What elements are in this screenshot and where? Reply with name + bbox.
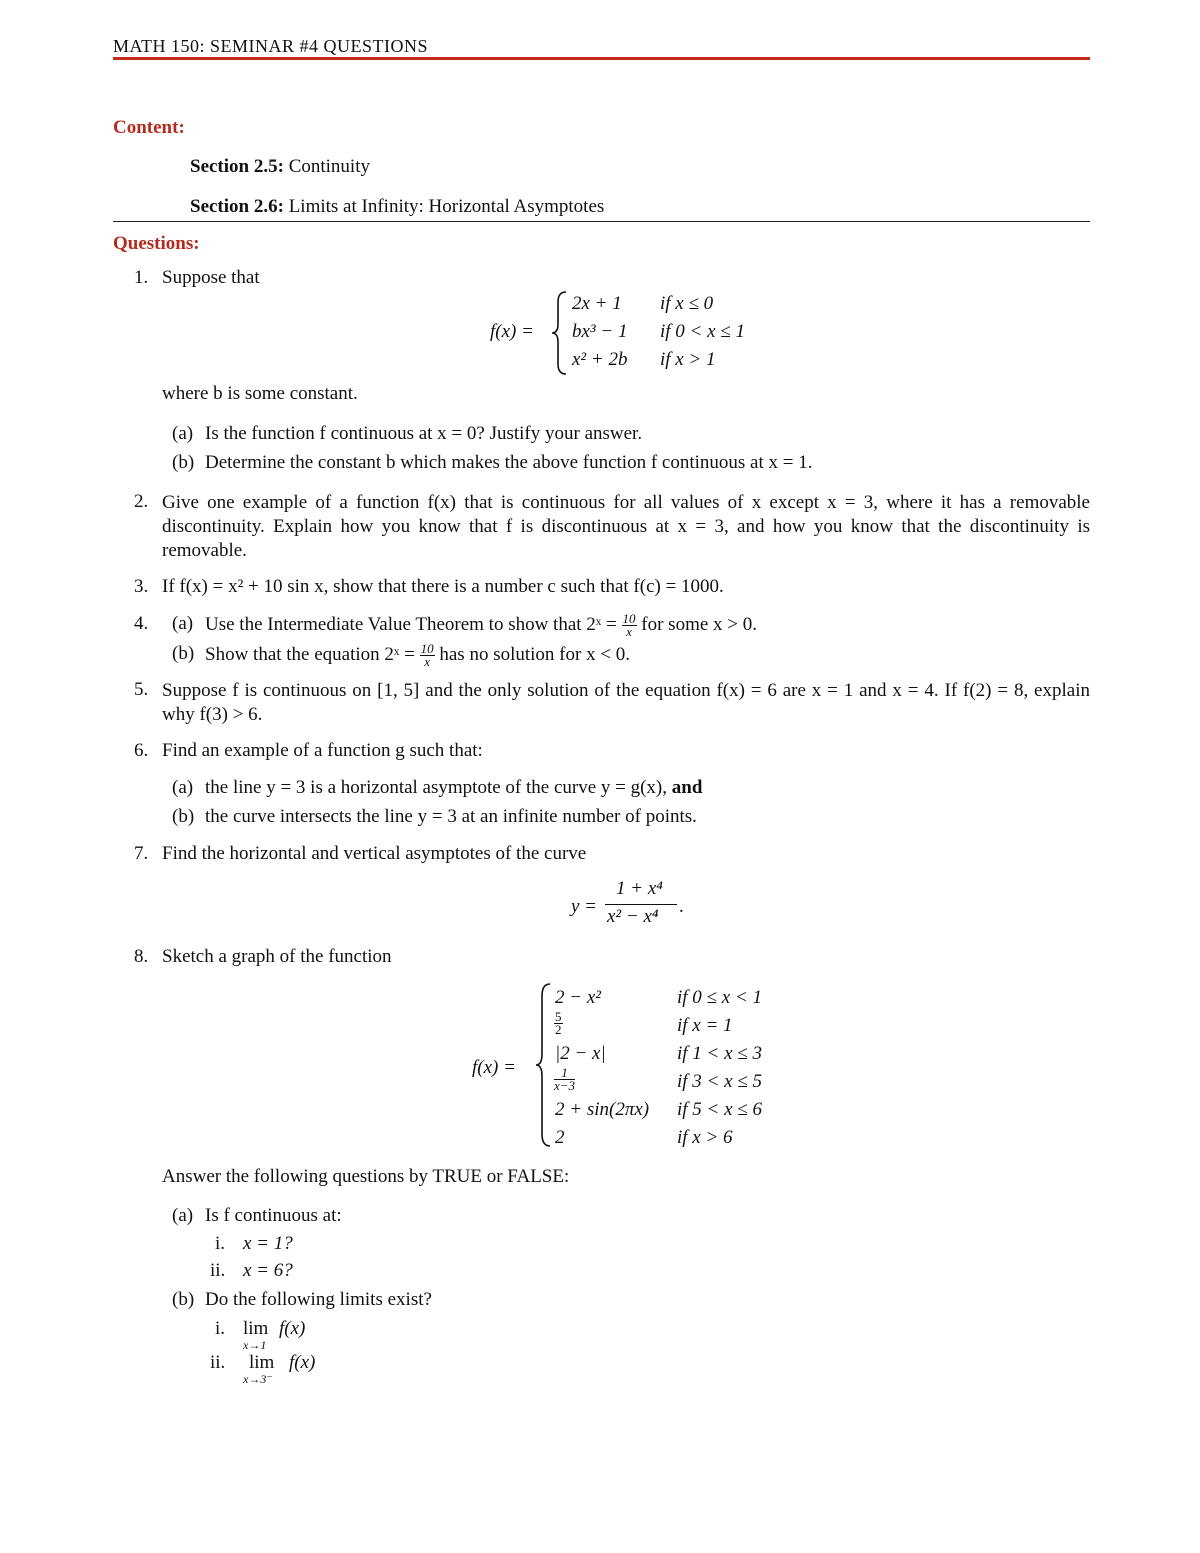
q3-text: If f(x) = x² + 10 sin x, show that there is a number c such that f(c) = 1000. [162,576,724,597]
q4b-fraction [420,643,435,668]
q8-intro: Sketch a graph of the function [162,946,392,967]
q1-case-cond: if x ≤ 0 [660,293,714,314]
frac-num: 1 [554,1067,575,1080]
q8-case-cond: if 1 < x ≤ 3 [677,1043,762,1064]
q8b-label: (b) [172,1289,195,1310]
q8-case-expr: 2 [555,1127,565,1148]
q8-case-expr [554,1067,575,1092]
section-line-1 [190,156,370,178]
q6a-text: the line y = 3 is a horizontal asymptote of the curve y = g(x), [205,777,668,798]
q8a-ii-text: x = 6? [243,1260,293,1281]
q8b-ii-text: f(x) [289,1352,316,1373]
q3-number: 3. [134,576,149,597]
q8a-i-label: i. [215,1233,226,1254]
q1-brace [550,290,570,376]
q8-case-cond: if x > 6 [677,1127,733,1148]
frac-den: 2 [555,1022,562,1037]
q6-intro: Find an example of a function g such that: [162,740,483,761]
section-label: Section 2.6: [190,196,284,217]
q8b-i-text: f(x) [279,1318,306,1339]
q7-denominator: x² − x⁴ [607,906,659,927]
content-rule [113,221,1090,222]
q8-number: 8. [134,946,149,967]
q4-number: 4. [134,613,149,634]
q4b-line [205,643,630,668]
header-rule [113,57,1090,60]
q1-number: 1. [134,267,149,288]
q8b-text: Do the following limits exist? [205,1289,432,1310]
q2-text: Give one example of a function f(x) that is continuous for all values of x except x = 3, where it has a removable discontinuity. Explain how you know that f is discontinuous at x = 3, and how you know that the discontinuity is removable. [162,492,1090,561]
q8a-label: (a) [172,1205,194,1226]
q1-case-expr: 2x + 1 [572,293,622,314]
q1a-label: (a) [172,423,194,444]
q1b-text: Determine the constant b which makes the above function f continuous at x = 1. [205,452,813,473]
q6b-text: the curve intersects the line y = 3 at an infinite number of points. [205,806,697,827]
frac-den: x−3 [554,1078,576,1093]
section-line-2 [190,196,604,218]
frac-den: x [424,654,431,669]
q8b-ii-sub: x→3⁻ [243,1372,273,1386]
q8-lhs: f(x) = [472,1057,516,1078]
q4a-pre: Use the Intermediate Value Theorem to show that 2ˣ = [205,613,617,635]
q6a-label: (a) [172,777,194,798]
q8-tf-instruction: Answer the following questions by TRUE or FALSE: [162,1166,570,1187]
q8-case-expr: 2 − x² [555,987,601,1008]
q6a-and: and [671,777,703,798]
q5-text: Suppose f is continuous on [1, 5] and the only solution of the equation f(x) = 6 are x = 1 and x = 4. If f(2) = 8, explain why f(3) > 6. [162,680,1090,725]
q4a-fraction [622,613,637,638]
q8-case-expr: 2 + sin(2πx) [555,1099,650,1120]
q1-after: where b is some constant. [162,383,358,404]
q4b-pre: Show that the equation 2ˣ = [205,643,415,665]
q8-brace [534,982,554,1148]
q4a-line [205,613,757,638]
q4b-label: (b) [172,643,195,664]
section-text: Continuity [288,156,370,177]
q7-period: . [679,896,684,917]
q6b-label: (b) [172,806,195,827]
q7-number: 7. [134,843,149,864]
frac-den: x [626,624,632,639]
frac-num: 5 [555,1009,562,1024]
questions-heading: Questions: [113,233,200,254]
q6a-line [205,777,702,799]
frac-num: 10 [622,611,636,626]
q8-case-expr: |2 − x| [555,1043,606,1064]
frac-num: 10 [420,641,434,656]
q8b-ii-lim: lim [249,1352,275,1373]
q1-case-expr: bx³ − 1 [572,321,628,342]
q8-case-expr [554,1011,563,1036]
q8-case-cond: if x = 1 [677,1015,733,1036]
q8-case-cond: if 3 < x ≤ 5 [677,1071,762,1092]
q4b-post: has no solution for x < 0. [439,643,631,665]
q8a-i-text: x = 1? [243,1233,293,1254]
page-title: MATH 150: SEMINAR #4 QUESTIONS [113,36,429,56]
q5-number: 5. [134,679,149,700]
q4a-post: for some x > 0. [641,613,757,635]
q6-number: 6. [134,740,149,761]
q8a-ii-label: ii. [210,1260,226,1281]
q8-frac-reciprocal [554,1067,575,1092]
q8b-i-label: i. [215,1318,226,1339]
content-heading: Content: [113,117,185,138]
q1-lhs: f(x) = [490,321,534,342]
q4a-label: (a) [172,613,194,634]
q7-lhs: y = [571,896,598,917]
q1-case-cond: if 0 < x ≤ 1 [660,321,745,342]
q8-frac-five-halves [554,1011,563,1036]
q1-intro: Suppose that [162,267,260,288]
q2-number: 2. [134,491,149,512]
q7-fraction-bar [605,904,677,905]
section-text: Limits at Infinity: Horizontal Asymptotes [288,196,605,217]
q1-case-cond: if x > 1 [660,349,716,370]
q7-numerator: 1 + x⁴ [616,878,663,899]
q8a-text: Is f continuous at: [205,1205,342,1226]
q8b-i-sub: x→1 [243,1338,267,1352]
q7-intro: Find the horizontal and vertical asymptotes of the curve [162,843,587,864]
q8-case-cond: if 0 ≤ x < 1 [677,987,762,1008]
q1b-label: (b) [172,452,195,473]
q8-case-cond: if 5 < x ≤ 6 [677,1099,762,1120]
q8b-i-lim: lim [243,1318,269,1339]
q1-case-expr: x² + 2b [572,349,628,370]
q8b-ii-label: ii. [210,1352,226,1373]
section-label: Section 2.5: [190,156,284,177]
q1a-text: Is the function f continuous at x = 0? Justify your answer. [205,423,643,444]
